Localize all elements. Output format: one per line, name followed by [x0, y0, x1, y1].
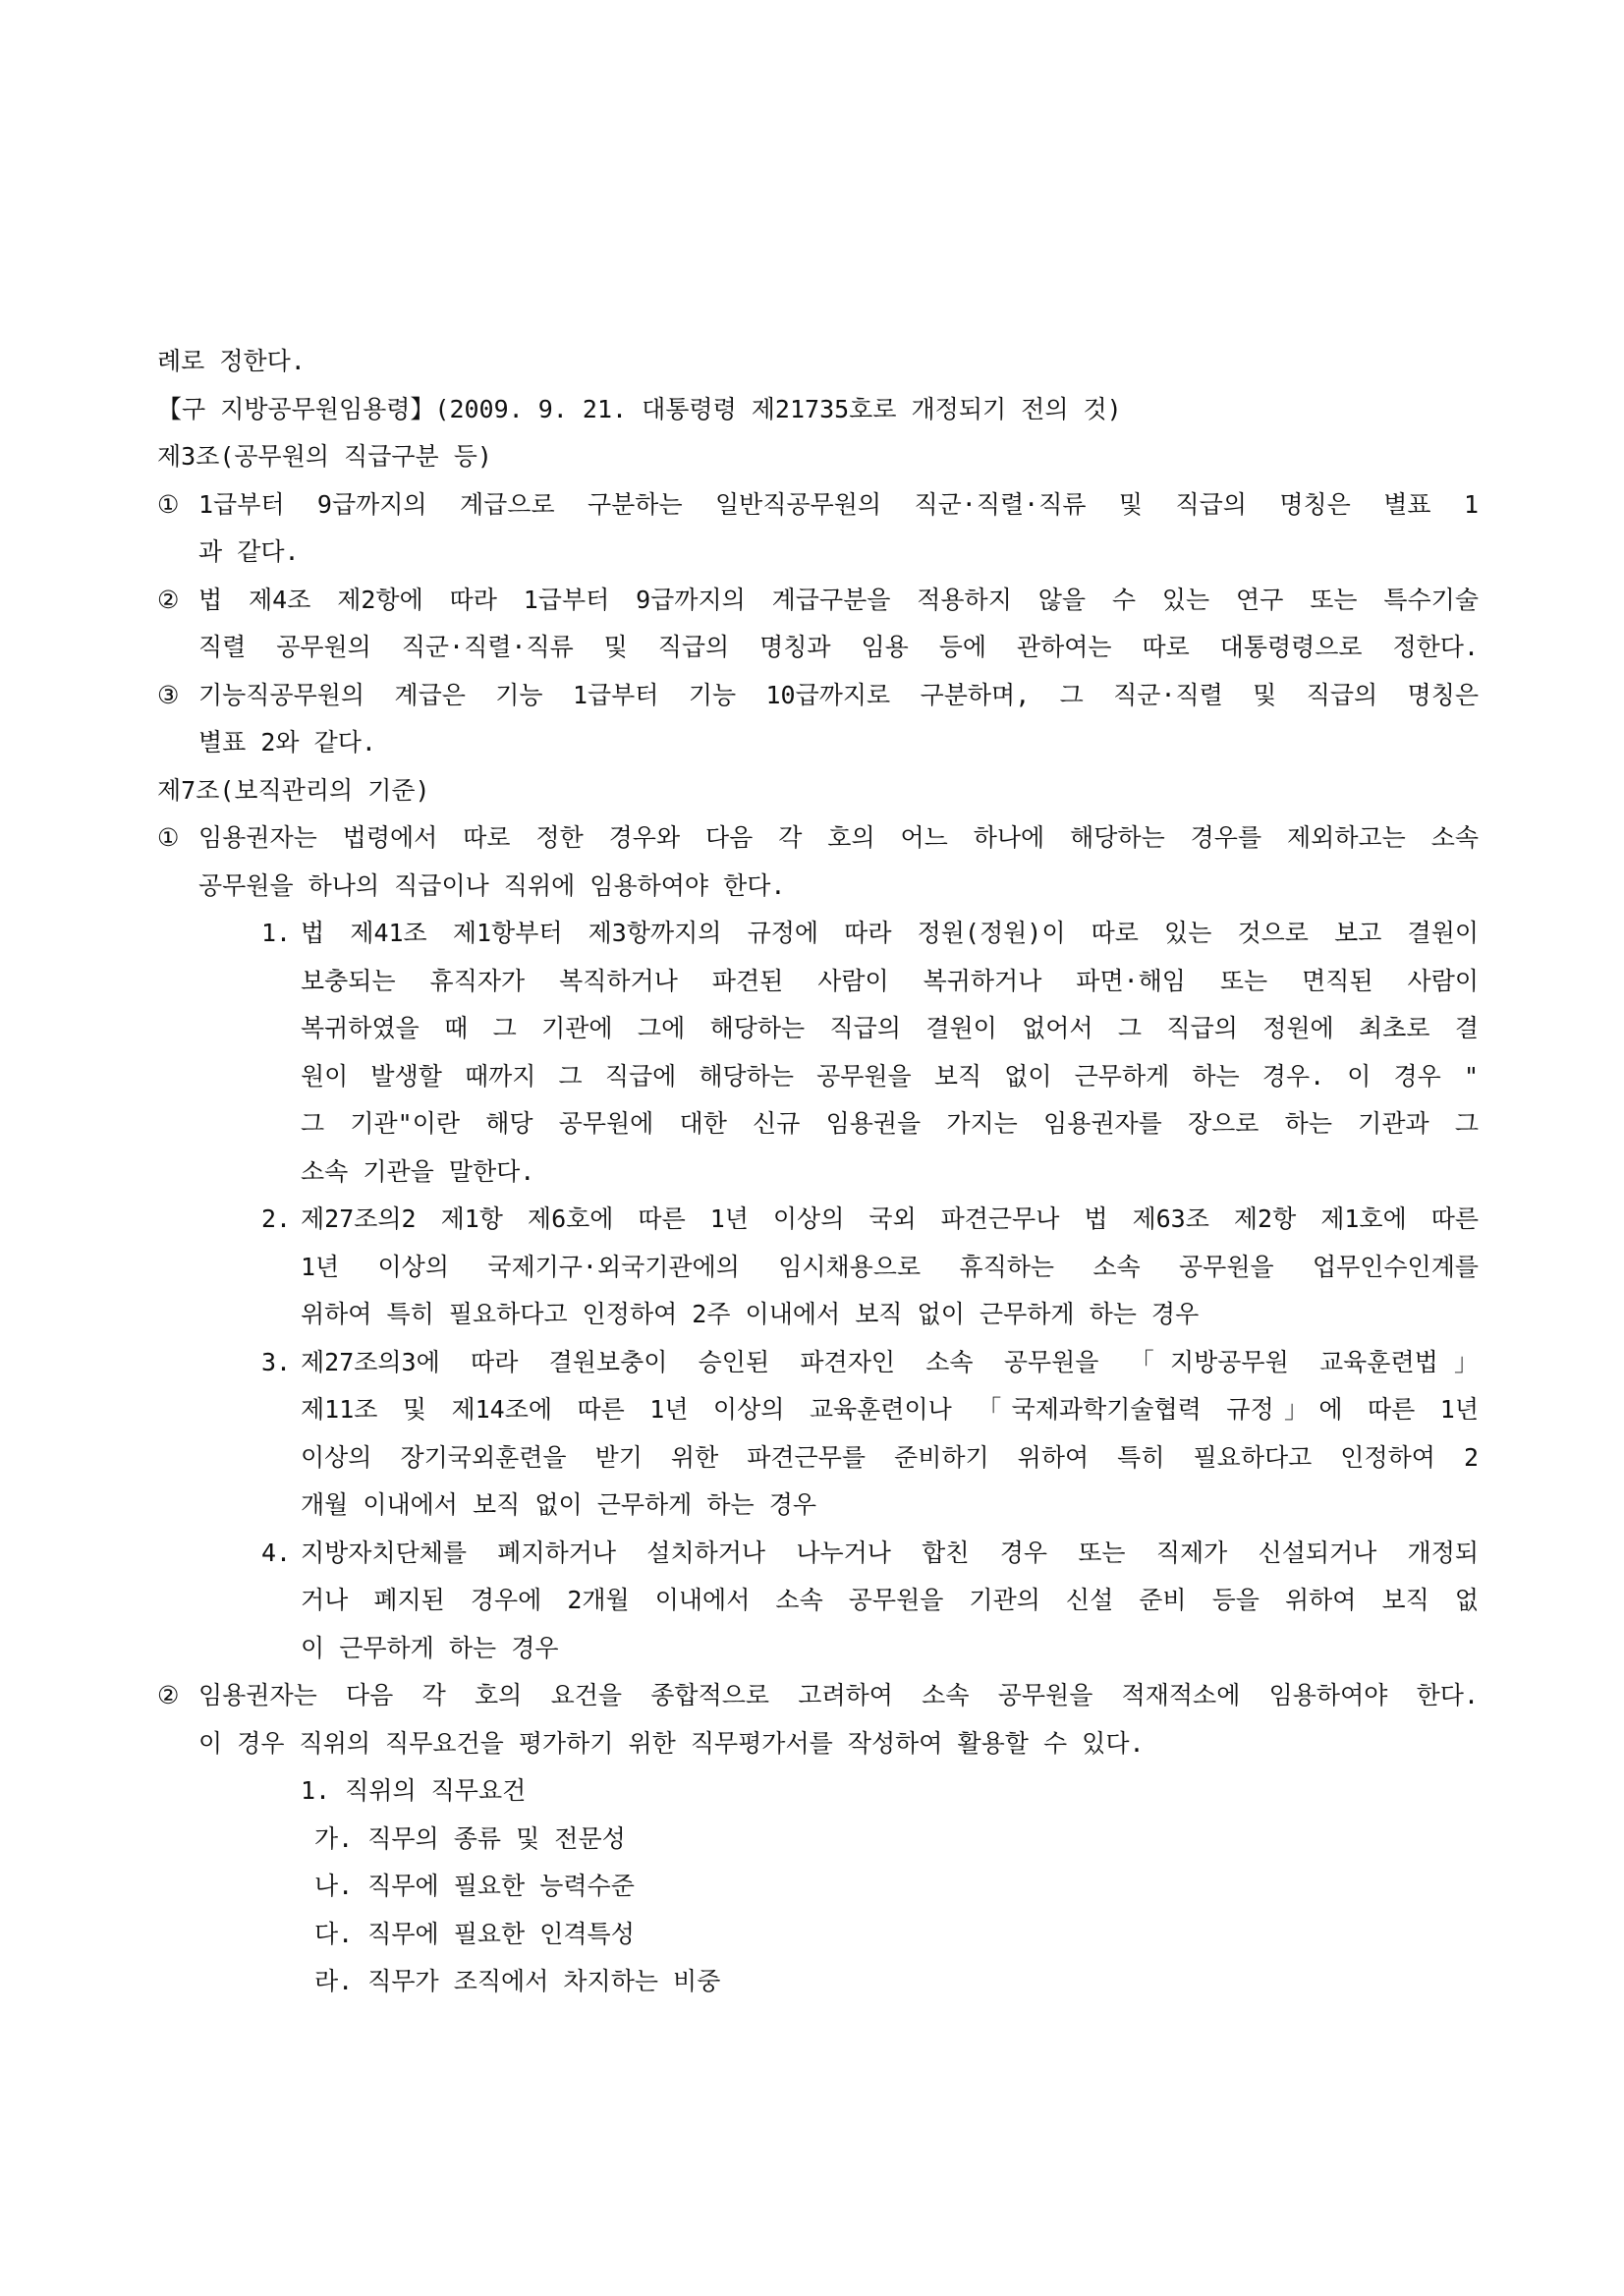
item-text: 제27조의3에 따라 결원보충이 승인된 파견자인 소속 공무원을 「지방공무원 교육훈련법」: [301, 1347, 1479, 1376]
paragraph-text: 이 경우 직위의 직무요건을 평가하기 위한 직무평가서를 작성하여 활용할 수 있다.: [198, 1728, 1145, 1758]
list-item: [261, 1339, 1479, 1530]
item-text: 이상의 장기국외훈련을 받기 위한 파견근무를 준비하기 위하여 특히 필요하다고 인정하여 2: [301, 1442, 1479, 1472]
item-text: 그 기관"이란 해당 공무원에 대한 신규 임용권을 가지는 임용권자를 장으로 하는 기관과 그: [301, 1109, 1479, 1138]
law-title: 【구 지방공무원임용령】(2009. 9. 21. 대통령령 제21735호로 개정되기 전의 것): [157, 394, 1122, 423]
document-body: [157, 338, 1479, 2006]
paragraph-mark: ③: [157, 680, 180, 709]
item-text: 소속 기관을 말한다.: [301, 1156, 535, 1186]
paragraph-text: 직렬 공무원의 직군·직렬·직류 및 직급의 명칭과 임용 등에 관하여는 따로 대통령령으로 정한다.: [198, 633, 1479, 661]
sub-list-item: 라. 직무가 조직에서 차지하는 비중: [314, 1967, 721, 1995]
item-text: 1년 이상의 국제기구·외국기관에의 임시채용으로 휴직하는 소속 공무원을 업무인수인계를: [301, 1252, 1479, 1281]
paragraph-text: 별표 2와 같다.: [198, 728, 376, 756]
list-item: [261, 1530, 1479, 1673]
item-number: 2.: [261, 1204, 292, 1233]
paragraph-text: 법 제4조 제2항에 따라 1급부터 9급까지의 계급구분을 적용하지 않을 수 있는 연구 또는 특수기술: [198, 585, 1479, 614]
paragraph-mark: ①: [157, 823, 180, 852]
item-text: 법 제41조 제1항부터 제3항까지의 규정에 따라 정원(정원)이 따로 있는 것으로 보고 결원이: [301, 919, 1479, 947]
list-item: [261, 910, 1479, 1196]
item-text: 보충되는 휴직자가 복직하거나 파견된 사람이 복귀하거나 파면·해임 또는 면직된 사람이: [301, 966, 1479, 995]
text-line: 례로 정한다.: [157, 347, 306, 375]
paragraph-mark: ②: [157, 585, 180, 614]
item-text: 제11조 및 제14조에 따른 1년 이상의 교육훈련이나 「국제과학기술협력 규정」에 따른 1년: [301, 1395, 1479, 1424]
paragraph-mark: ②: [157, 1681, 180, 1709]
item-number: 3.: [261, 1347, 292, 1376]
paragraph-mark: ①: [157, 489, 180, 519]
item-text: 제27조의2 제1항 제6호에 따른 1년 이상의 국외 파견근무나 법 제63조 제2항 제1호에 따른: [301, 1204, 1479, 1233]
paragraph-text: 임용권자는 다음 각 호의 요건을 종합적으로 고려하여 소속 공무원을 적재적소에 임용하여야 한다.: [198, 1681, 1479, 1709]
article-3-paragraph-1: [157, 481, 1479, 577]
sub-list-item: 가. 직무의 종류 및 전문성: [314, 1823, 626, 1853]
item-text: 위하여 특히 필요하다고 인정하여 2주 이내에서 보직 없이 근무하게 하는 경우: [301, 1300, 1200, 1328]
paragraph-text: 임용권자는 법령에서 따로 정한 경우와 다음 각 호의 어느 하나에 해당하는 경우를 제외하고는 소속: [198, 823, 1479, 852]
item-number: 4.: [261, 1538, 292, 1567]
paragraph-text: 1급부터 9급까지의 계급으로 구분하는 일반직공무원의 직군·직렬·직류 및 직급의 명칭은 별표 1: [198, 489, 1479, 519]
item-text: 거나 폐지된 경우에 2개월 이내에서 소속 공무원을 기관의 신설 준비 등을 위하여 보직 없: [301, 1586, 1479, 1614]
item-text: 복귀하였을 때 그 기관에 그에 해당하는 직급의 결원이 없어서 그 직급의 정원에 최초로 결: [301, 1014, 1479, 1042]
article-7-paragraph-2: [157, 1672, 1479, 1767]
list-item: [261, 1196, 1479, 1339]
sub-list-item: 다. 직무에 필요한 인격특성: [314, 1919, 635, 1948]
article-3-paragraph-2: [157, 577, 1479, 672]
item-number: 1.: [261, 919, 292, 947]
paragraph-text: 과 같다.: [198, 537, 300, 566]
article-7-title: 제7조(보직관리의 기준): [157, 775, 430, 805]
sub-list-item: 나. 직무에 필요한 능력수준: [314, 1872, 635, 1900]
article-3-title: 제3조(공무원의 직급구분 등): [157, 442, 492, 471]
item-text: 이 근무하게 하는 경우: [301, 1633, 559, 1662]
list-item: 1. 직위의 직무요건: [301, 1776, 527, 1805]
article-7-paragraph-1: [157, 814, 1479, 910]
paragraph-text: 공무원을 하나의 직급이나 직위에 임용하여야 한다.: [198, 870, 786, 900]
paragraph-text: 기능직공무원의 계급은 기능 1급부터 기능 10급까지로 구분하며, 그 직군·직렬 및 직급의 명칭은: [198, 680, 1479, 709]
item-text: 원이 발생할 때까지 그 직급에 해당하는 공무원을 보직 없이 근무하게 하는 경우. 이 경우 ": [301, 1061, 1479, 1091]
item-text: 개월 이내에서 보직 없이 근무하게 하는 경우: [301, 1490, 817, 1519]
article-3-paragraph-3: [157, 672, 1479, 767]
item-text: 지방자치단체를 폐지하거나 설치하거나 나누거나 합친 경우 또는 직제가 신설되거나 개정되: [301, 1538, 1479, 1567]
